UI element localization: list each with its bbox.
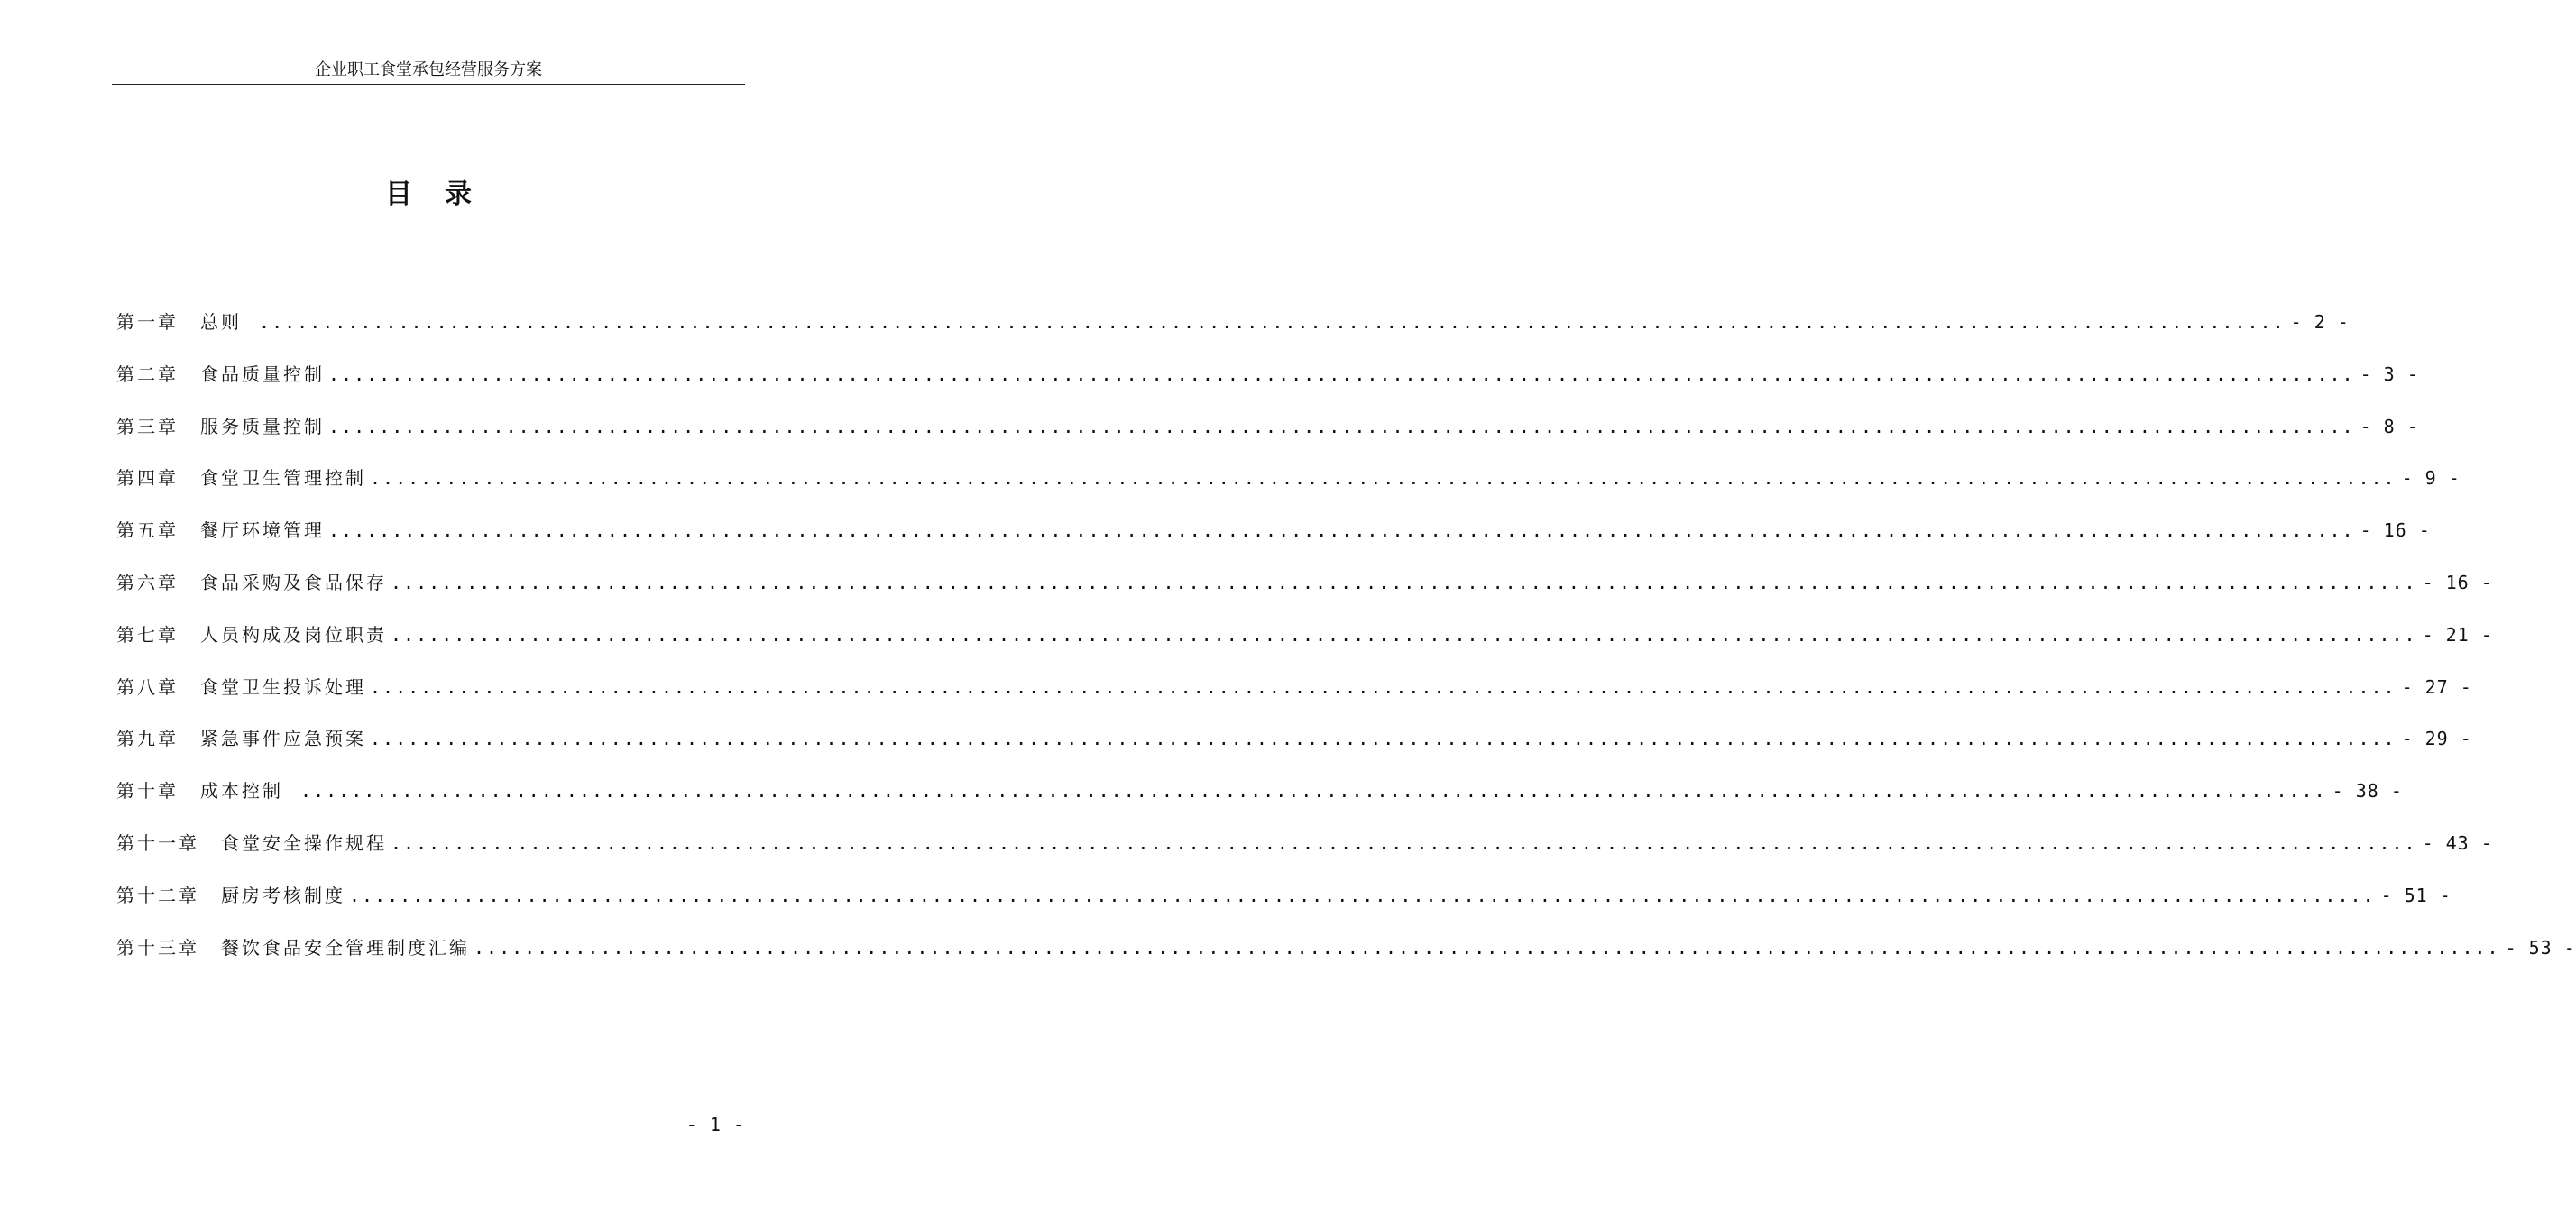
toc-entry[interactable] xyxy=(116,620,2493,672)
toc-entry-dot-leader: ................................................................................................................................................................ xyxy=(370,675,2397,698)
toc-entry-title: 食堂卫生管理控制 xyxy=(200,467,366,490)
toc-entry-dot-leader: ................................................................................................................................................................ xyxy=(391,623,2417,646)
header-rule xyxy=(112,84,745,85)
toc-entry-title: 服务质量控制 xyxy=(200,415,325,437)
toc-entry-dot-leader: ................................................................................................................................................................ xyxy=(328,519,2355,542)
toc-entry-chapter: 第四章 xyxy=(116,467,179,490)
toc-entry[interactable] xyxy=(116,359,2419,411)
toc-entry-title: 餐饮食品安全管理制度汇编 xyxy=(221,936,470,959)
toc-entry-page-number: - 27 - xyxy=(2401,675,2472,698)
running-header: 企业职工食堂承包经营服务方案 xyxy=(315,60,542,79)
toc-entry-dot-leader: ................................................................................................................................................................ xyxy=(328,363,2355,385)
toc-entry[interactable] xyxy=(116,515,2431,567)
toc-entry[interactable] xyxy=(116,463,2461,515)
toc-entry-page-number: - 3 - xyxy=(2360,363,2419,385)
toc-entry-title: 餐厅环境管理 xyxy=(200,519,325,542)
toc-entry-page-number: - 2 - xyxy=(2290,311,2350,333)
toc-entry-title: 紧急事件应急预案 xyxy=(200,728,366,750)
toc-entry[interactable] xyxy=(116,932,2576,985)
toc-entry[interactable] xyxy=(116,567,2493,620)
toc-entry[interactable] xyxy=(116,672,2472,724)
toc-entry-page-number: - 29 - xyxy=(2401,728,2472,750)
toc-entry-title: 食堂卫生投诉处理 xyxy=(200,675,366,698)
toc-entry-page-number: - 16 - xyxy=(2422,571,2493,593)
toc-entry-dot-leader: ................................................................................................................................................................ xyxy=(391,571,2417,593)
toc-entry-chapter: 第十二章 xyxy=(116,884,199,906)
toc-entry-page-number: - 8 - xyxy=(2360,415,2419,437)
toc-entry-page-number: - 9 - xyxy=(2401,467,2461,490)
toc-entry-page-number: - 16 - xyxy=(2360,519,2431,542)
page-number: - 1 - xyxy=(685,1114,745,1135)
toc-entry-chapter: 第十一章 xyxy=(116,831,199,854)
toc-entry-title: 食品采购及食品保存 xyxy=(200,571,387,593)
toc-entry-chapter: 第二章 xyxy=(116,363,179,385)
toc-entry-dot-leader: ................................................................................................................................................................ xyxy=(391,831,2417,854)
toc-entry-chapter: 第五章 xyxy=(116,519,179,542)
toc-entry-dot-leader: ................................................................................................................................................................ xyxy=(370,467,2397,490)
toc-entry-dot-leader: ................................................................................................................................................................ xyxy=(474,936,2500,959)
toc-heading: 目录 xyxy=(385,179,504,210)
toc-entry-title: 食品质量控制 xyxy=(200,363,325,385)
toc-entry-dot-leader: ................................................................................................................................................................ xyxy=(370,728,2397,750)
toc-entry-chapter: 第九章 xyxy=(116,728,179,750)
toc-entry-title: 总则 xyxy=(200,311,256,333)
toc-entry-chapter: 第十三章 xyxy=(116,936,199,959)
toc-entry[interactable] xyxy=(116,723,2472,776)
toc-entry[interactable] xyxy=(116,411,2419,464)
table-of-contents xyxy=(116,307,2576,984)
toc-entry-chapter: 第十章 xyxy=(116,780,179,803)
toc-entry[interactable] xyxy=(116,828,2493,880)
toc-entry-chapter: 第八章 xyxy=(116,675,179,698)
toc-entry-dot-leader: ................................................................................................................................................................ xyxy=(300,780,2327,803)
toc-entry-title: 食堂安全操作规程 xyxy=(221,831,387,854)
toc-entry-chapter: 第七章 xyxy=(116,623,179,646)
toc-entry-title: 厨房考核制度 xyxy=(221,884,345,906)
toc-entry-title: 人员构成及岗位职责 xyxy=(200,623,387,646)
toc-entry-page-number: - 43 - xyxy=(2422,831,2493,854)
toc-entry-chapter: 第三章 xyxy=(116,415,179,437)
toc-entry-page-number: - 53 - xyxy=(2505,936,2576,959)
toc-entry-page-number: - 51 - xyxy=(2380,884,2452,906)
toc-entry-page-number: - 21 - xyxy=(2422,623,2493,646)
toc-entry-title: 成本控制 xyxy=(200,780,298,803)
toc-entry-dot-leader: ................................................................................................................................................................ xyxy=(259,311,2286,333)
toc-entry-dot-leader: ................................................................................................................................................................ xyxy=(328,415,2355,437)
toc-entry[interactable] xyxy=(116,776,2403,828)
toc-entry-chapter: 第六章 xyxy=(116,571,179,593)
toc-entry[interactable] xyxy=(116,307,2350,359)
toc-entry-dot-leader: ................................................................................................................................................................ xyxy=(349,884,2376,906)
toc-entry[interactable] xyxy=(116,880,2452,932)
toc-entry-page-number: - 38 - xyxy=(2332,780,2403,803)
toc-entry-chapter: 第一章 xyxy=(116,311,179,333)
